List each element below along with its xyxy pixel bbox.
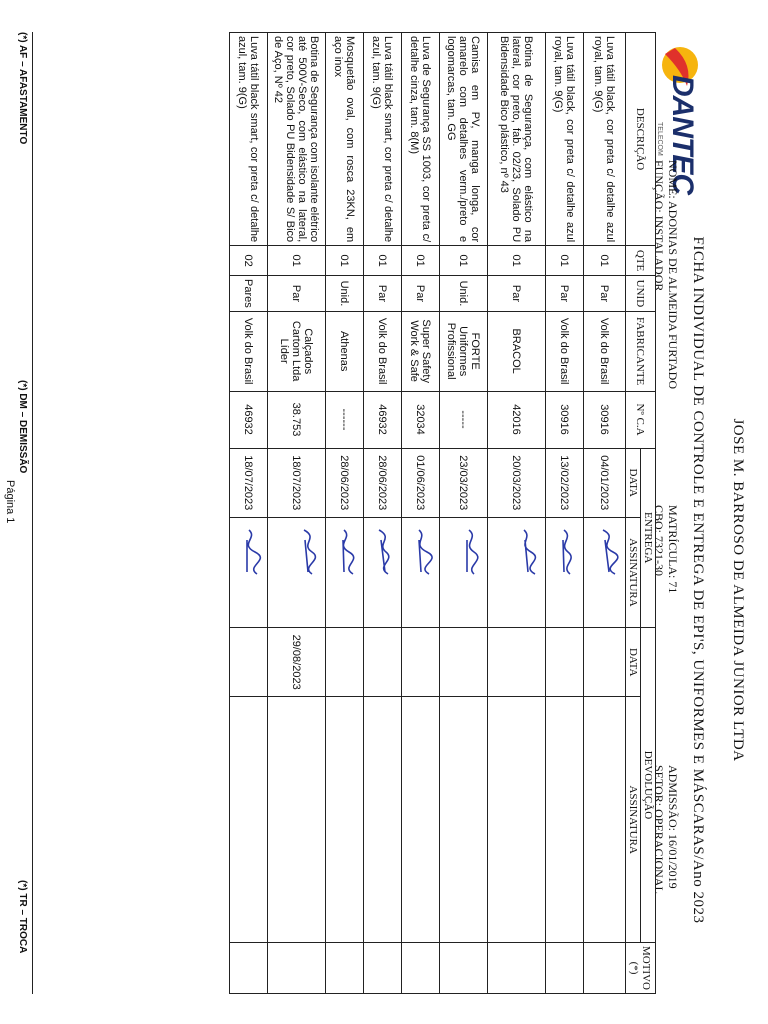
col-ca: Nº C.A — [626, 391, 656, 448]
item-ca: 42016 — [488, 391, 546, 448]
item-descricao: Botina de Segurança com isolante elétrico até 500V-Seco, com elástico na lateral, cor preto, Solado PU Bidensidade S/ Bico de Aço, Nº 42 — [268, 33, 326, 246]
item-motivo — [364, 942, 402, 993]
item-entrega-data: 23/03/2023 — [440, 448, 488, 518]
item-devolucao-assinatura — [268, 697, 326, 943]
col-qte: QTE — [626, 246, 656, 276]
item-unid: Par — [488, 276, 546, 312]
item-devolucao-assinatura — [402, 697, 440, 943]
employee-setor: SETOR: OPERACIONAL — [652, 765, 666, 894]
table-row — [326, 33, 364, 994]
item-unid: Par — [546, 276, 584, 312]
col-devolucao: DEVOLUÇÃO — [641, 627, 656, 942]
item-fabricante: Volk do Brasil — [230, 311, 268, 391]
item-devolucao-assinatura — [364, 697, 402, 943]
item-unid: Pares — [230, 276, 268, 312]
item-entrega-data: 18/07/2023 — [230, 448, 268, 518]
col-entrega-data: DATA — [626, 448, 641, 518]
item-fabricante: Calçados Cartom Ltda Líder — [268, 311, 326, 391]
page-number: Página 1 — [4, 480, 16, 524]
item-qte: 02 — [230, 246, 268, 276]
form-title: FICHA INDIVIDUAL DE CONTROLE E ENTREGA DE EPI'S, UNIFORMES E MÁSCARAS/Ano 2023 — [690, 236, 706, 924]
item-descricao: Luva tátil black smart, cor preta c/ detalhe azul, tam. 9(G) — [230, 33, 268, 246]
item-entrega-data: 28/06/2023 — [364, 448, 402, 518]
item-entrega-data: 04/01/2023 — [584, 448, 626, 518]
item-motivo — [402, 942, 440, 993]
signature-icon — [235, 526, 265, 586]
legend-tr: (*) TR – TROCA — [17, 880, 28, 954]
item-entrega-data: 13/02/2023 — [546, 448, 584, 518]
item-motivo — [268, 942, 326, 993]
footer-rule — [32, 32, 33, 994]
item-qte: 01 — [584, 246, 626, 276]
col-descricao: DESCRIÇÃO — [626, 33, 656, 246]
item-qte: 01 — [488, 246, 546, 276]
item-devolucao-data — [230, 627, 268, 697]
item-fabricante: Volk do Brasil — [546, 311, 584, 391]
item-qte: 01 — [326, 246, 364, 276]
item-descricao: Luva tátil black, cor preta c/ detalhe azul royal, tam. 9(G) — [584, 33, 626, 246]
employee-admissao: ADMISSÃO: 16/01/2019 — [666, 765, 680, 889]
item-fabricante: Volk do Brasil — [364, 311, 402, 391]
item-devolucao-data — [364, 627, 402, 697]
item-fabricante: BRACOL — [488, 311, 546, 391]
legend-dm: (*) DM – DEMISSÃO — [17, 380, 28, 474]
item-descricao: Luva tátil black, cor preta c/ detalhe azul royal, tam. 9(G) — [546, 33, 584, 246]
col-entrega: ENTREGA — [641, 448, 656, 627]
company-name: JOSE M. BARROSO DE ALMEIDA JUNIOR LTDA — [730, 418, 746, 762]
item-descricao: Luva de Segurança SS 1003, cor preta c/ detalhe cinza, tam. 8(M) — [402, 33, 440, 246]
legend-af: (*) AF – AFASTAMENTO — [17, 32, 28, 145]
item-qte: 01 — [364, 246, 402, 276]
item-devolucao-data — [488, 627, 546, 697]
item-entrega-assinatura — [230, 518, 268, 628]
table-row — [230, 33, 268, 994]
item-descricao: Luva tátil black smart, cor preta c/ detalhe azul, tam. 9(G) — [364, 33, 402, 246]
logo-subtext: TELECOM — [656, 122, 663, 156]
employee-cbo: CBO: 7321-30 — [652, 505, 666, 577]
item-entrega-data: 28/06/2023 — [326, 448, 364, 518]
col-unid: UNID — [626, 276, 656, 312]
item-fabricante: Athenas — [326, 311, 364, 391]
col-fabricante: FABRICANTE — [626, 311, 656, 391]
item-descricao: Camisa em PV, manga longa, cor amarelo com detalhes verm./preto e logomarcas, tam. GG — [440, 33, 488, 246]
item-devolucao-data: 29/08/2023 — [268, 627, 326, 697]
signature-icon — [331, 526, 361, 586]
table-row — [546, 33, 584, 994]
item-motivo — [440, 942, 488, 993]
item-qte: 01 — [268, 246, 326, 276]
table-row — [364, 33, 402, 994]
item-entrega-assinatura — [546, 518, 584, 628]
item-motivo — [584, 942, 626, 993]
item-entrega-assinatura — [584, 518, 626, 628]
item-devolucao-assinatura — [488, 697, 546, 943]
signature-icon — [513, 526, 543, 586]
item-entrega-assinatura — [364, 518, 402, 628]
item-devolucao-assinatura — [440, 697, 488, 943]
item-devolucao-data — [584, 627, 626, 697]
signature-icon — [593, 526, 623, 586]
item-devolucao-data — [546, 627, 584, 697]
item-devolucao-data — [402, 627, 440, 697]
item-entrega-assinatura — [440, 518, 488, 628]
col-motivo: MOTIVO (*) — [626, 942, 656, 993]
item-ca: 30916 — [584, 391, 626, 448]
item-fabricante: Super Safety Work & Safe — [402, 311, 440, 391]
item-ca: ------ — [326, 391, 364, 448]
table-row — [402, 33, 440, 994]
col-devolucao-assinatura: ASSINATURA — [626, 697, 641, 943]
item-motivo — [546, 942, 584, 993]
item-ca: 32034 — [402, 391, 440, 448]
header-row-1 — [641, 33, 656, 994]
item-unid: Par — [268, 276, 326, 312]
signature-icon — [369, 526, 399, 586]
item-entrega-assinatura — [488, 518, 546, 628]
item-entrega-assinatura — [402, 518, 440, 628]
item-descricao: Mosquetão oval, com rosca 23KN, em aço inox — [326, 33, 364, 246]
item-ca: ----- — [440, 391, 488, 448]
item-ca: 46932 — [230, 391, 268, 448]
item-descricao: Botina de Segurança, com elástico na lateral, cor preto, fab. 02/23, Solado PU Bidensidade Bico plástico, nº 43 — [488, 33, 546, 246]
item-unid: Unid. — [440, 276, 488, 312]
item-ca: 38.753 — [268, 391, 326, 448]
item-qte: 01 — [546, 246, 584, 276]
item-motivo — [230, 942, 268, 993]
item-devolucao-assinatura — [546, 697, 584, 943]
item-motivo — [326, 942, 364, 993]
item-fabricante: Volk do Brasil — [584, 311, 626, 391]
table-row — [440, 33, 488, 994]
employee-funcao: FUNÇÃO: INSTALADOR — [652, 160, 666, 292]
employee-matricula: MATRÍCULA: 71 — [666, 505, 680, 594]
col-entrega-assinatura: ASSINATURA — [626, 518, 641, 628]
signature-icon — [293, 526, 323, 586]
table-row — [268, 33, 326, 994]
col-devolucao-data: DATA — [626, 627, 641, 697]
signature-icon — [455, 526, 485, 586]
item-entrega-data: 01/06/2023 — [402, 448, 440, 518]
item-fabricante: FORTE Uniformes Profissional — [440, 311, 488, 391]
item-devolucao-assinatura — [584, 697, 626, 943]
item-entrega-data: 20/03/2023 — [488, 448, 546, 518]
item-entrega-assinatura — [326, 518, 364, 628]
table-row — [488, 33, 546, 994]
item-qte: 01 — [440, 246, 488, 276]
employee-name: NOME: ADONIAS DE ALMEIDA FURTADO — [666, 160, 680, 389]
signature-icon — [551, 526, 581, 586]
item-unid: Unid. — [326, 276, 364, 312]
item-unid: Par — [402, 276, 440, 312]
table-row — [584, 33, 626, 994]
item-unid: Par — [584, 276, 626, 312]
item-entrega-data: 18/07/2023 — [268, 448, 326, 518]
logo-text: DANTEC — [666, 75, 699, 194]
item-motivo — [488, 942, 546, 993]
item-ca: 30916 — [546, 391, 584, 448]
item-entrega-assinatura — [268, 518, 326, 628]
item-qte: 01 — [402, 246, 440, 276]
epi-table — [229, 32, 656, 994]
item-devolucao-data — [326, 627, 364, 697]
item-devolucao-assinatura — [326, 697, 364, 943]
signature-icon — [407, 526, 437, 586]
item-unid: Par — [364, 276, 402, 312]
item-devolucao-assinatura — [230, 697, 268, 943]
item-ca: 46932 — [364, 391, 402, 448]
item-devolucao-data — [440, 627, 488, 697]
